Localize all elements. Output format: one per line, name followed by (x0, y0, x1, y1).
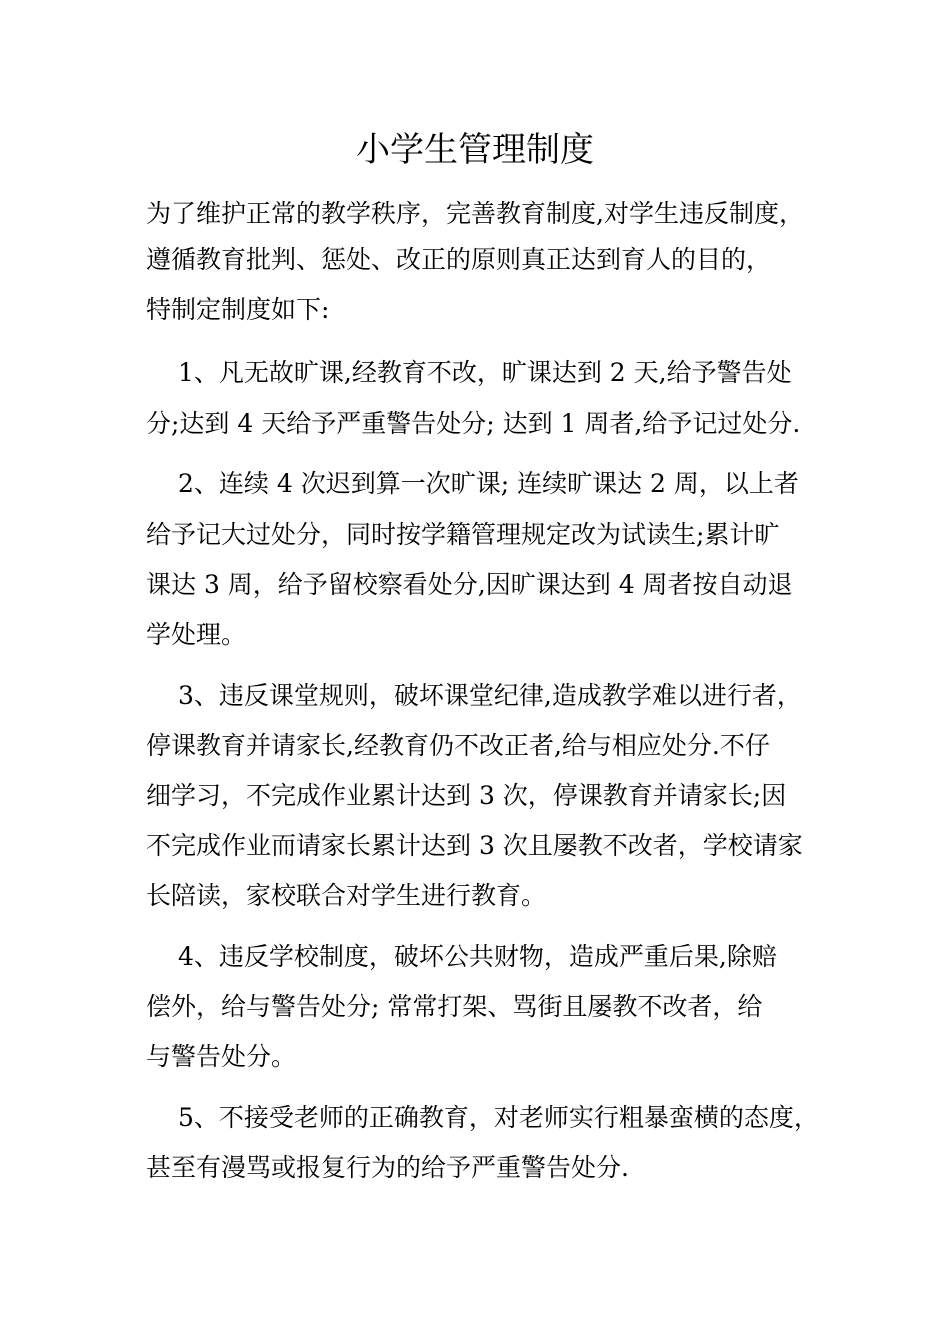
rule-2-line-4: 学处理。 (146, 620, 247, 649)
rule-3-line-4: 不完成作业而请家长累计达到 3 次且屡教不改者，学校请家 (146, 831, 803, 860)
rule-1-line-2: 分;达到 4 天给予严重警告处分; 达到 1 周者,给予记过处分. (146, 409, 801, 438)
rule-4-line-1: 4、违反学校制度，破坏公共财物，造成严重后果,除赔 (178, 942, 777, 971)
intro-line-3: 特制定制度如下: (146, 295, 330, 324)
rule-2-line-2: 给予记大过处分，同时按学籍管理规定改为试读生;累计旷 (146, 520, 780, 549)
rule-1-line-1: 1、凡无故旷课,经教育不改，旷课达到 2 天,给予警告处 (178, 358, 792, 387)
rule-4-line-2: 偿外，给与警告处分; 常常打架、骂街且屡教不改者，给 (146, 992, 763, 1021)
rule-2-line-1: 2、连续 4 次迟到算一次旷课; 连续旷课达 2 周，以上者 (178, 469, 799, 498)
rule-4-line-3: 与警告处分。 (146, 1042, 297, 1071)
intro-line-2: 遵循教育批判、惩处、改正的原则真正达到育人的目的， (146, 245, 772, 274)
rule-3-line-5: 长陪读，家校联合对学生进行教育。 (146, 881, 547, 910)
rule-5-line-2: 甚至有漫骂或报复行为的给予严重警告处分. (146, 1153, 629, 1182)
rule-3-line-3: 细学习，不完成作业累计达到 3 次，停课教育并请家长;因 (146, 781, 787, 810)
intro-line-1: 为了维护正常的教学秩序，完善教育制度,对学生违反制度， (146, 199, 804, 228)
rule-2-line-3: 课达 3 周，给予留校察看处分,因旷课达到 4 周者按自动退 (146, 570, 793, 599)
rule-3-line-1: 3、违反课堂规则，破坏课堂纪律,造成教学难以进行者， (178, 681, 802, 710)
rule-5-line-1: 5、不接受老师的正确教育，对老师实行粗暴蛮横的态度， (178, 1103, 819, 1132)
rule-3-line-2: 停课教育并请家长,经教育仍不改正者,给与相应处分.不仔 (146, 731, 770, 760)
document-title: 小学生管理制度 (356, 130, 594, 170)
